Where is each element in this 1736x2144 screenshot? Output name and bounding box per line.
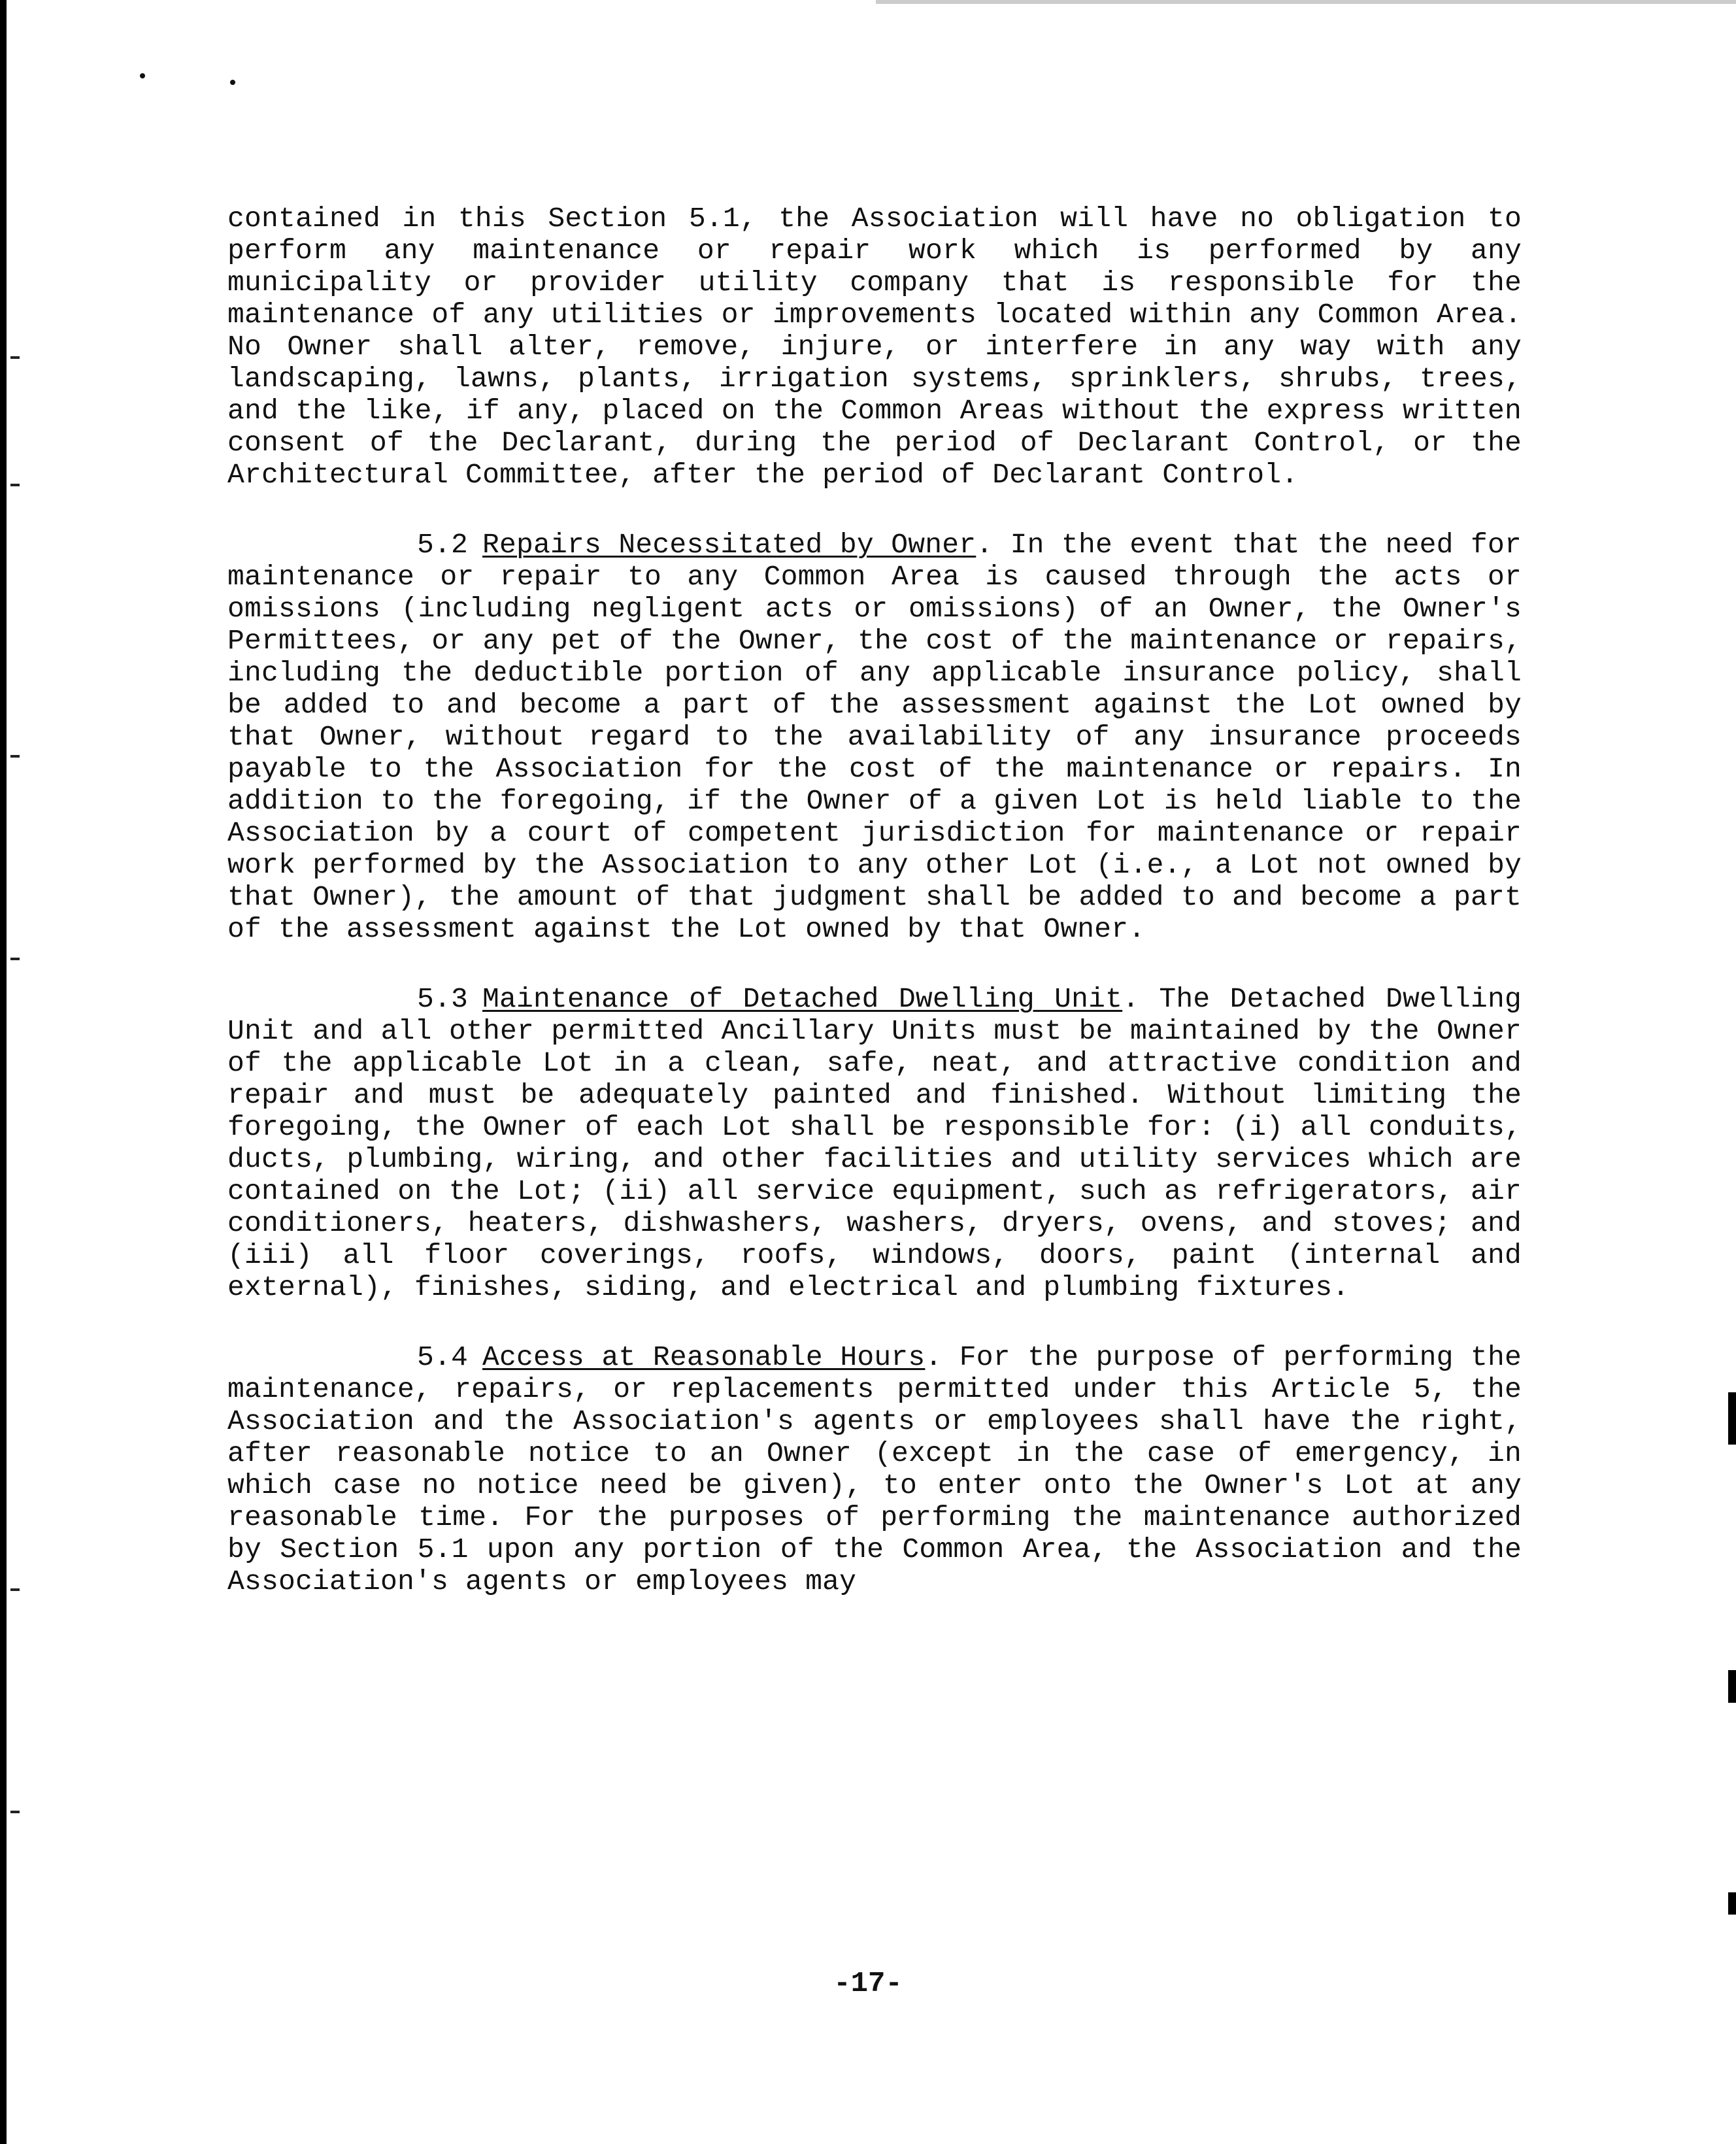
scan-edge-right (1728, 1670, 1736, 1703)
section-heading: Maintenance of Detached Dwelling Unit (482, 983, 1123, 1015)
scan-edge-right (1728, 1892, 1736, 1915)
paragraph-text: . For the purpose of performing the maintenance, repairs, or replacements permitted under this Article 5, the Association and the Association's agents or employees shall have the right, after reasonable notice to an Owner (except in the case of emergency, in which case no notice need be given), to enter onto the Owner's Lot at any reasonable time. For the purposes of performing the maintenance authorized by Section 5.1 upon any portion of the Common Area, the Association and the Association's agents or employees may (227, 1341, 1522, 1598)
scan-mark (10, 356, 20, 359)
document-body (227, 203, 1522, 1598)
section-number: 5.4 (417, 1341, 469, 1373)
scan-edge-right (1728, 1392, 1736, 1445)
scan-edge-top (876, 0, 1736, 4)
scan-mark (10, 484, 20, 486)
scan-mark (10, 1588, 20, 1591)
scan-speck (230, 80, 235, 85)
section-5-2 (227, 529, 1522, 945)
scan-mark (10, 958, 20, 960)
scan-edge-left (0, 0, 7, 2144)
section-heading: Access at Reasonable Hours (482, 1341, 926, 1373)
page-number: -17- (833, 1968, 903, 2000)
section-heading: Repairs Necessitated by Owner (482, 529, 976, 561)
section-number: 5.3 (417, 983, 469, 1015)
paragraph-text: . The Detached Dwelling Unit and all other permitted Ancillary Units must be maintained by the Owner of the applicable Lot in a clean, safe, neat, and attractive condition and repair and must be adequately painted and finished. Without limiting the foregoing, the Owner of each Lot shall be responsible for: (i) all conduits, ducts, plumbing, wiring, and other facilities and utility services which are contained on the Lot; (ii) all service equipment, such as refrigerators, air conditioners, heaters, dishwashers, washers, dryers, ovens, and stoves; and (iii) all floor coverings, roofs, windows, doors, paint (internal and external), finishes, siding, and electrical and plumbing fixtures. (227, 983, 1522, 1303)
section-5-3 (227, 983, 1522, 1303)
paragraph-continued (227, 203, 1522, 491)
paragraph-text: . In the event that the need for maintenance or repair to any Common Area is caused through the acts or omissions (including negligent acts or omissions) of an Owner, the Owner's Permittees, or any pet of the Owner, the cost of the maintenance or repairs, including the deductible portion of any applicable insurance policy, shall be added to and become a part of the assessment against the Lot owned by that Owner, without regard to the availability of any insurance proceeds payable to the Association for the cost of the maintenance or repairs. In addition to the foregoing, if the Owner of a given Lot is held liable to the Association by a court of competent jurisdiction for maintenance or repair work performed by the Association to any other Lot (i.e., a Lot not owned by that Owner), the amount of that judgment shall be added to and become a part of the assessment against the Lot owned by that Owner. (227, 529, 1522, 945)
scan-mark (10, 755, 20, 758)
scan-speck (140, 73, 145, 78)
paragraph-text: contained in this Section 5.1, the Association will have no obligation to perform any maintenance or repair work which is performed by any municipality or provider utility company that is responsible for the maintenance of any utilities or improvements located within any Common Area. No Owner shall alter, remove, injure, or interfere in any way with any landscaping, lawns, plants, irrigation systems, sprinklers, shrubs, trees, and the like, if any, placed on the Common Areas without the express written consent of the Declarant, during the period of Declarant Control, or the Architectural Committee, after the period of Declarant Control. (227, 203, 1522, 491)
scan-mark (10, 1811, 20, 1813)
section-number: 5.2 (417, 529, 469, 561)
section-5-4 (227, 1341, 1522, 1598)
